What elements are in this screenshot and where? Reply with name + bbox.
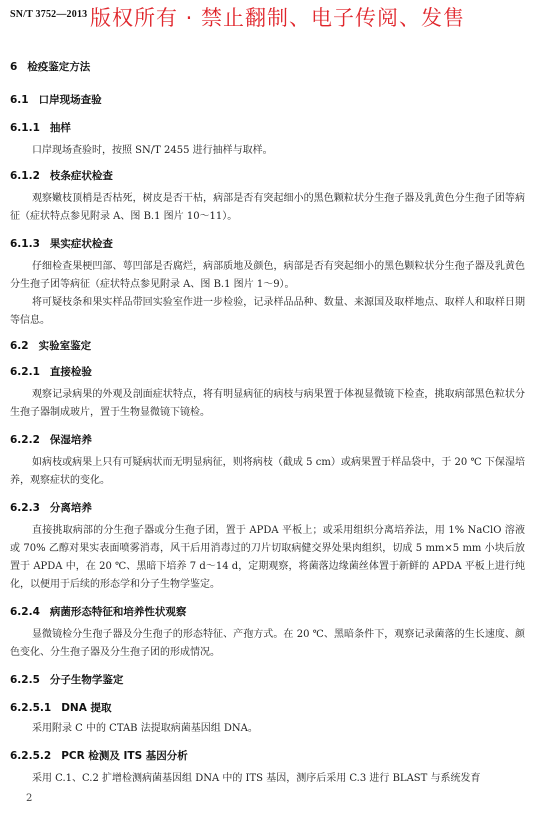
section-heading: 6.2.1 直接检验 — [10, 366, 92, 378]
section-heading: 6.2.5 分子生物学鉴定 — [10, 674, 124, 686]
section-heading: 6.1.2 枝条症状检查 — [10, 170, 113, 182]
page-number: 2 — [26, 793, 33, 804]
section-heading: 6.1 口岸现场查验 — [10, 94, 102, 106]
section-heading: 6.1.1 抽样 — [10, 122, 71, 134]
section-heading: 6.2.2 保湿培养 — [10, 434, 92, 446]
paragraph: 将可疑枝条和果实样品带回实验室作进一步检验，记录样品品种、数量、来源国及取样地点、取样人和取样日期等信息。 — [10, 297, 525, 326]
standard-code: SN/T 3752—2013 — [10, 9, 88, 20]
section-heading: 6 检疫鉴定方法 — [10, 61, 91, 73]
section-heading: 6.2 实验室鉴定 — [10, 340, 92, 352]
paragraph: 口岸现场查验时，按照 SN/T 2455 进行抽样与取样。 — [32, 145, 273, 156]
paragraph: 观察嫩枝顶梢是否枯死，树皮是否干枯，病部是否有突起细小的黑色颗粒状分生孢子器及乳黄色分生孢子团等病征（症状特点参见附录 A、图 B.1 图片 10～11）。 — [10, 193, 525, 222]
paragraph: 观察记录病果的外观及剖面症状特点，将有明显病征的病枝与病果置于体视显微镜下检查，挑取病部黑色粒状分生孢子器制成玻片，置于生物显微镜下镜检。 — [10, 389, 525, 418]
paragraph: 如病枝或病果上只有可疑病状而无明显病征，则将病枝（截成 5 cm）或病果置于样品袋中，于 20 ℃ 下保湿培养，观察症状的变化。 — [10, 457, 525, 486]
section-heading: 6.2.5.2 PCR 检测及 ITS 基因分析 — [10, 750, 188, 762]
section-heading: 6.2.3 分离培养 — [10, 502, 92, 514]
paragraph: 采用附录 C 中的 CTAB 法提取病菌基因组 DNA。 — [32, 723, 258, 734]
section-heading: 6.2.4 病菌形态特征和培养性状观察 — [10, 606, 187, 618]
section-heading: 6.2.5.1 DNA 提取 — [10, 702, 112, 714]
paragraph: 仔细检查果梗凹部、萼凹部是否腐烂，病部质地及颜色，病部是否有突起细小的黑色颗粒状分生孢子器及乳黄色分生孢子团等病征（症状特点参见附录 A、图 B.1 图片 1～9）。 — [10, 261, 525, 290]
section-heading: 6.1.3 果实症状检查 — [10, 238, 113, 250]
paragraph: 采用 C.1、C.2 扩增检测病菌基因组 DNA 中的 ITS 基因，测序后采用 C.3 进行 BLAST 与系统发育 — [32, 773, 481, 784]
paragraph: 显微镜检分生孢子器及分生孢子的形态特征、产孢方式。在 20 ℃、黑暗条件下，观察记录菌落的生长速度、颜色变化、分生孢子器及分生孢子团的形成情况。 — [10, 629, 525, 658]
copyright-watermark: 版权所有 · 禁止翻制、电子传阅、发售 — [90, 6, 466, 30]
paragraph: 直接挑取病部的分生孢子器或分生孢子团，置于 APDA 平板上；或采用组织分离培养法，用 1% NaClO 溶液或 70% 乙醇对果实表面喷雾消毒，风干后用消毒过的刀片切取病健交界处果肉组织，切成 5 mm×5 mm 小块后放置于 APDA 中，在 20 ℃、黑暗下培养 7 d～14 d，定期观察，将菌落边缘菌丝体置于新鲜的 APDA 平板上进行纯化，以便用于后续的形态学和分子生物学鉴定。 — [10, 525, 525, 590]
